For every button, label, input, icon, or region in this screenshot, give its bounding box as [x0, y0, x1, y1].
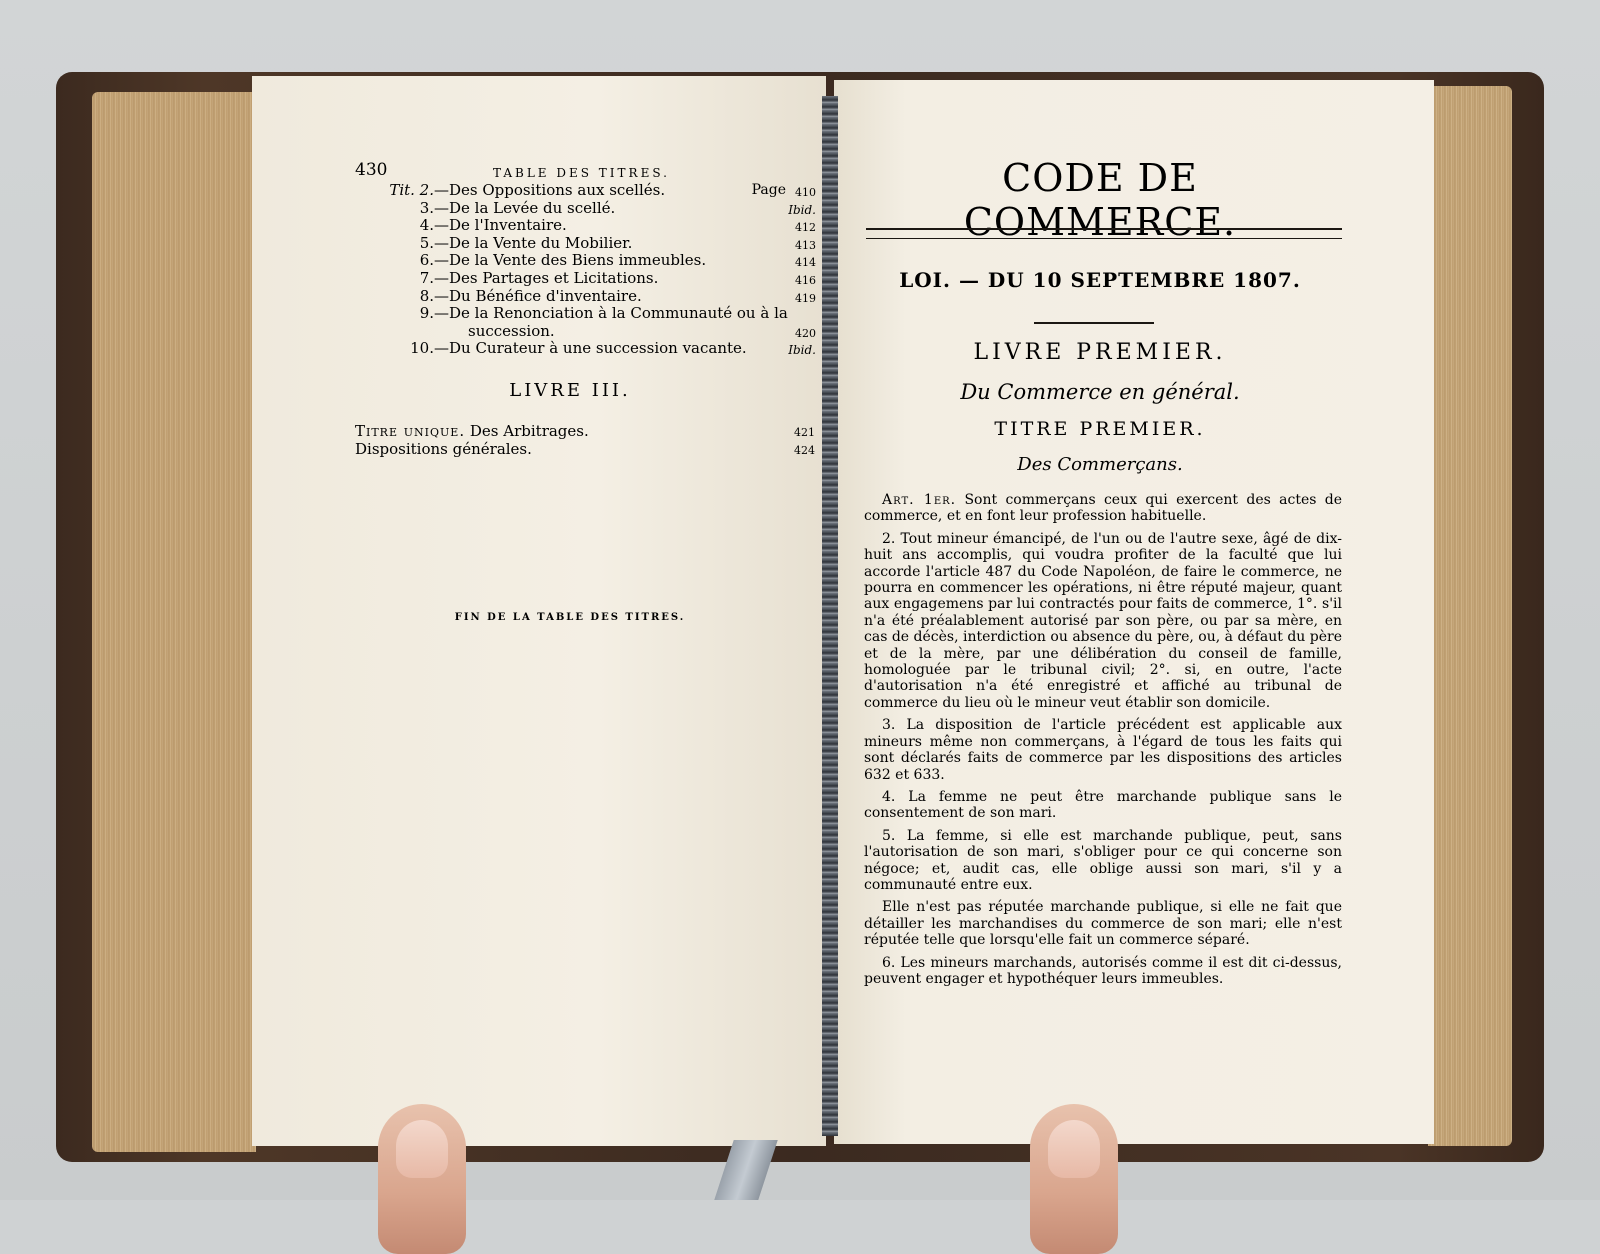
livre-three-heading: LIVRE III.	[509, 380, 631, 401]
article-paragraph	[864, 717, 1342, 783]
toc-title: —De la Levée du scellé.	[434, 198, 616, 217]
toc-num: 9.	[419, 304, 434, 323]
toc-title: succession.	[468, 321, 555, 340]
article-paragraph	[864, 828, 1342, 894]
toc-title: —De la Vente des Biens immeubles.	[434, 251, 707, 270]
toc-page: Ibid.	[788, 343, 816, 358]
titre-premier-heading: TITRE PREMIER.	[994, 418, 1206, 440]
toc-row	[372, 217, 816, 235]
article-text: 5. La femme, si elle est marchande publique, peut, sans l'autorisation de son mari, s'obliger pour ce qui concerne son négoce; et, audit cas, elle oblige aussi son mari, s'il y a communauté entre eux.	[864, 827, 1342, 893]
article-paragraph	[864, 955, 1342, 988]
toc-page: 410	[795, 186, 816, 199]
article-text: 3. La disposition de l'article précédent est applicable aux mineurs même non commerçans, à l'égard de tous les faits qui sont déclarés faits de commerce par les dispositions des articles 632 et 633.	[864, 717, 1342, 783]
articles-body	[864, 492, 1342, 993]
thumbnail-right	[1048, 1120, 1100, 1178]
article-paragraph	[864, 789, 1342, 822]
toc-num: 3.	[419, 198, 434, 217]
toc-row	[372, 235, 816, 253]
toc-num: 4.	[419, 216, 434, 235]
article-text: Elle n'est pas réputée marchande publique, si elle ne fait que détailler les marchandises du commerce de son mari; elle n'est réputée telle que lorsqu'elle fait un commerce séparé.	[864, 899, 1342, 949]
toc-page: 413	[795, 238, 816, 252]
toc-title: —De la Vente du Mobilier.	[434, 233, 633, 252]
article-text: 2. Tout mineur émancipé, de l'un ou de l'autre sexe, âgé de dix-huit ans accomplis, qui voudra profiter de la faculté que lui accorde l'article 487 du Code Napoléon, de faire le commerce, ne pourra en commencer les opérations, ni être réputé majeur, quant aux engagemens par lui contractés pour faits de commerce, 1°. s'il n'a été préalablement autorisé par son père, ou par sa mère, en cas de décès, interdiction ou absence du père, ou, à défaut du père et de la mère, par une délibération du conseil de famille, homologuée par le tribunal civil; 2°. si, en outre, l'acte d'autorisation n'a été enregistré et affiché au tribunal de commerce du lieu où le mineur veut établir son domicile.	[864, 530, 1342, 711]
double-rule	[866, 228, 1342, 239]
short-rule	[1034, 322, 1154, 324]
toc-page: 420	[795, 326, 816, 340]
livre-three-contents	[355, 422, 815, 460]
table-of-titles	[372, 182, 816, 358]
code-title: CODE DE COMMERCE.	[963, 156, 1237, 244]
toc-title: —Du Curateur à une succession vacante.	[434, 339, 747, 358]
article-paragraph	[864, 492, 1342, 525]
article-lead: Art. 1er.	[882, 492, 957, 508]
toc-num: 7.	[419, 268, 434, 287]
left-thumb	[378, 1104, 466, 1254]
right-thumb	[1030, 1104, 1118, 1254]
toc-title: —De l'Inventaire.	[434, 216, 567, 235]
toc-row	[372, 200, 816, 218]
law-date-heading: LOI. — DU 10 SEPTEMBRE 1807.	[899, 268, 1301, 292]
toc-page: 412	[795, 221, 816, 235]
toc-row	[372, 288, 816, 306]
toc-row	[372, 323, 816, 341]
right-page-edges	[1428, 86, 1512, 1146]
toc-row	[372, 182, 816, 200]
titre-unique-label: Titre unique.	[355, 422, 466, 440]
article-text: 6. Les mineurs marchands, autorisés comme il est dit ci-dessus, peuvent engager et hypothéquer leurs immeubles.	[864, 954, 1342, 987]
titre-subtitle: Des Commerçans.	[1017, 454, 1183, 475]
titre-unique-text: Des Arbitrages.	[469, 422, 589, 440]
toc-title: —Des Oppositions aux scellés.	[434, 181, 666, 199]
article-paragraph	[864, 531, 1342, 711]
toc-title: —De la Renonciation à la Communauté ou à la	[434, 304, 788, 323]
toc-page: 416	[795, 273, 816, 287]
toc-title: —Des Partages et Licitations.	[434, 268, 659, 287]
running-header: TABLE DES TITRES.	[493, 166, 670, 180]
toc-row	[372, 305, 816, 323]
toc-page: 414	[795, 256, 816, 270]
toc-num: 5.	[419, 233, 434, 252]
dispositions-text: Dispositions générales.	[355, 440, 532, 458]
dispositions-page: 424	[794, 444, 815, 457]
toc-page-label: Page	[751, 182, 786, 198]
page-number: 430	[355, 160, 388, 180]
livre-premier-heading: LIVRE PREMIER.	[973, 340, 1227, 365]
titre-unique-row	[355, 422, 815, 440]
article-paragraph	[864, 899, 1342, 948]
toc-num: Tit. 2.	[389, 181, 434, 199]
toc-num: 6.	[419, 251, 434, 270]
dispositions-row	[355, 440, 815, 458]
toc-row	[372, 340, 816, 358]
thumbnail-left	[396, 1120, 448, 1178]
toc-title: —Du Bénéfice d'inventaire.	[434, 286, 642, 305]
article-text: Sont commerçans ceux qui exercent des actes de commerce, et en font leur profession habituelle.	[864, 492, 1342, 525]
toc-row	[372, 252, 816, 270]
livre-subtitle: Du Commerce en général.	[960, 380, 1240, 404]
toc-page: Ibid.	[788, 202, 816, 217]
article-text: 4. La femme ne peut être marchande publique sans le consentement de son mari.	[864, 788, 1342, 822]
titre-unique-page: 421	[794, 426, 815, 439]
toc-row	[372, 270, 816, 288]
toc-page: 419	[795, 291, 816, 305]
toc-num: 10.	[410, 339, 434, 358]
end-of-table-note: FIN DE LA TABLE DES TITRES.	[454, 612, 686, 623]
book-spine	[822, 96, 838, 1136]
left-page-edges	[92, 92, 256, 1152]
toc-num: 8.	[419, 286, 434, 305]
